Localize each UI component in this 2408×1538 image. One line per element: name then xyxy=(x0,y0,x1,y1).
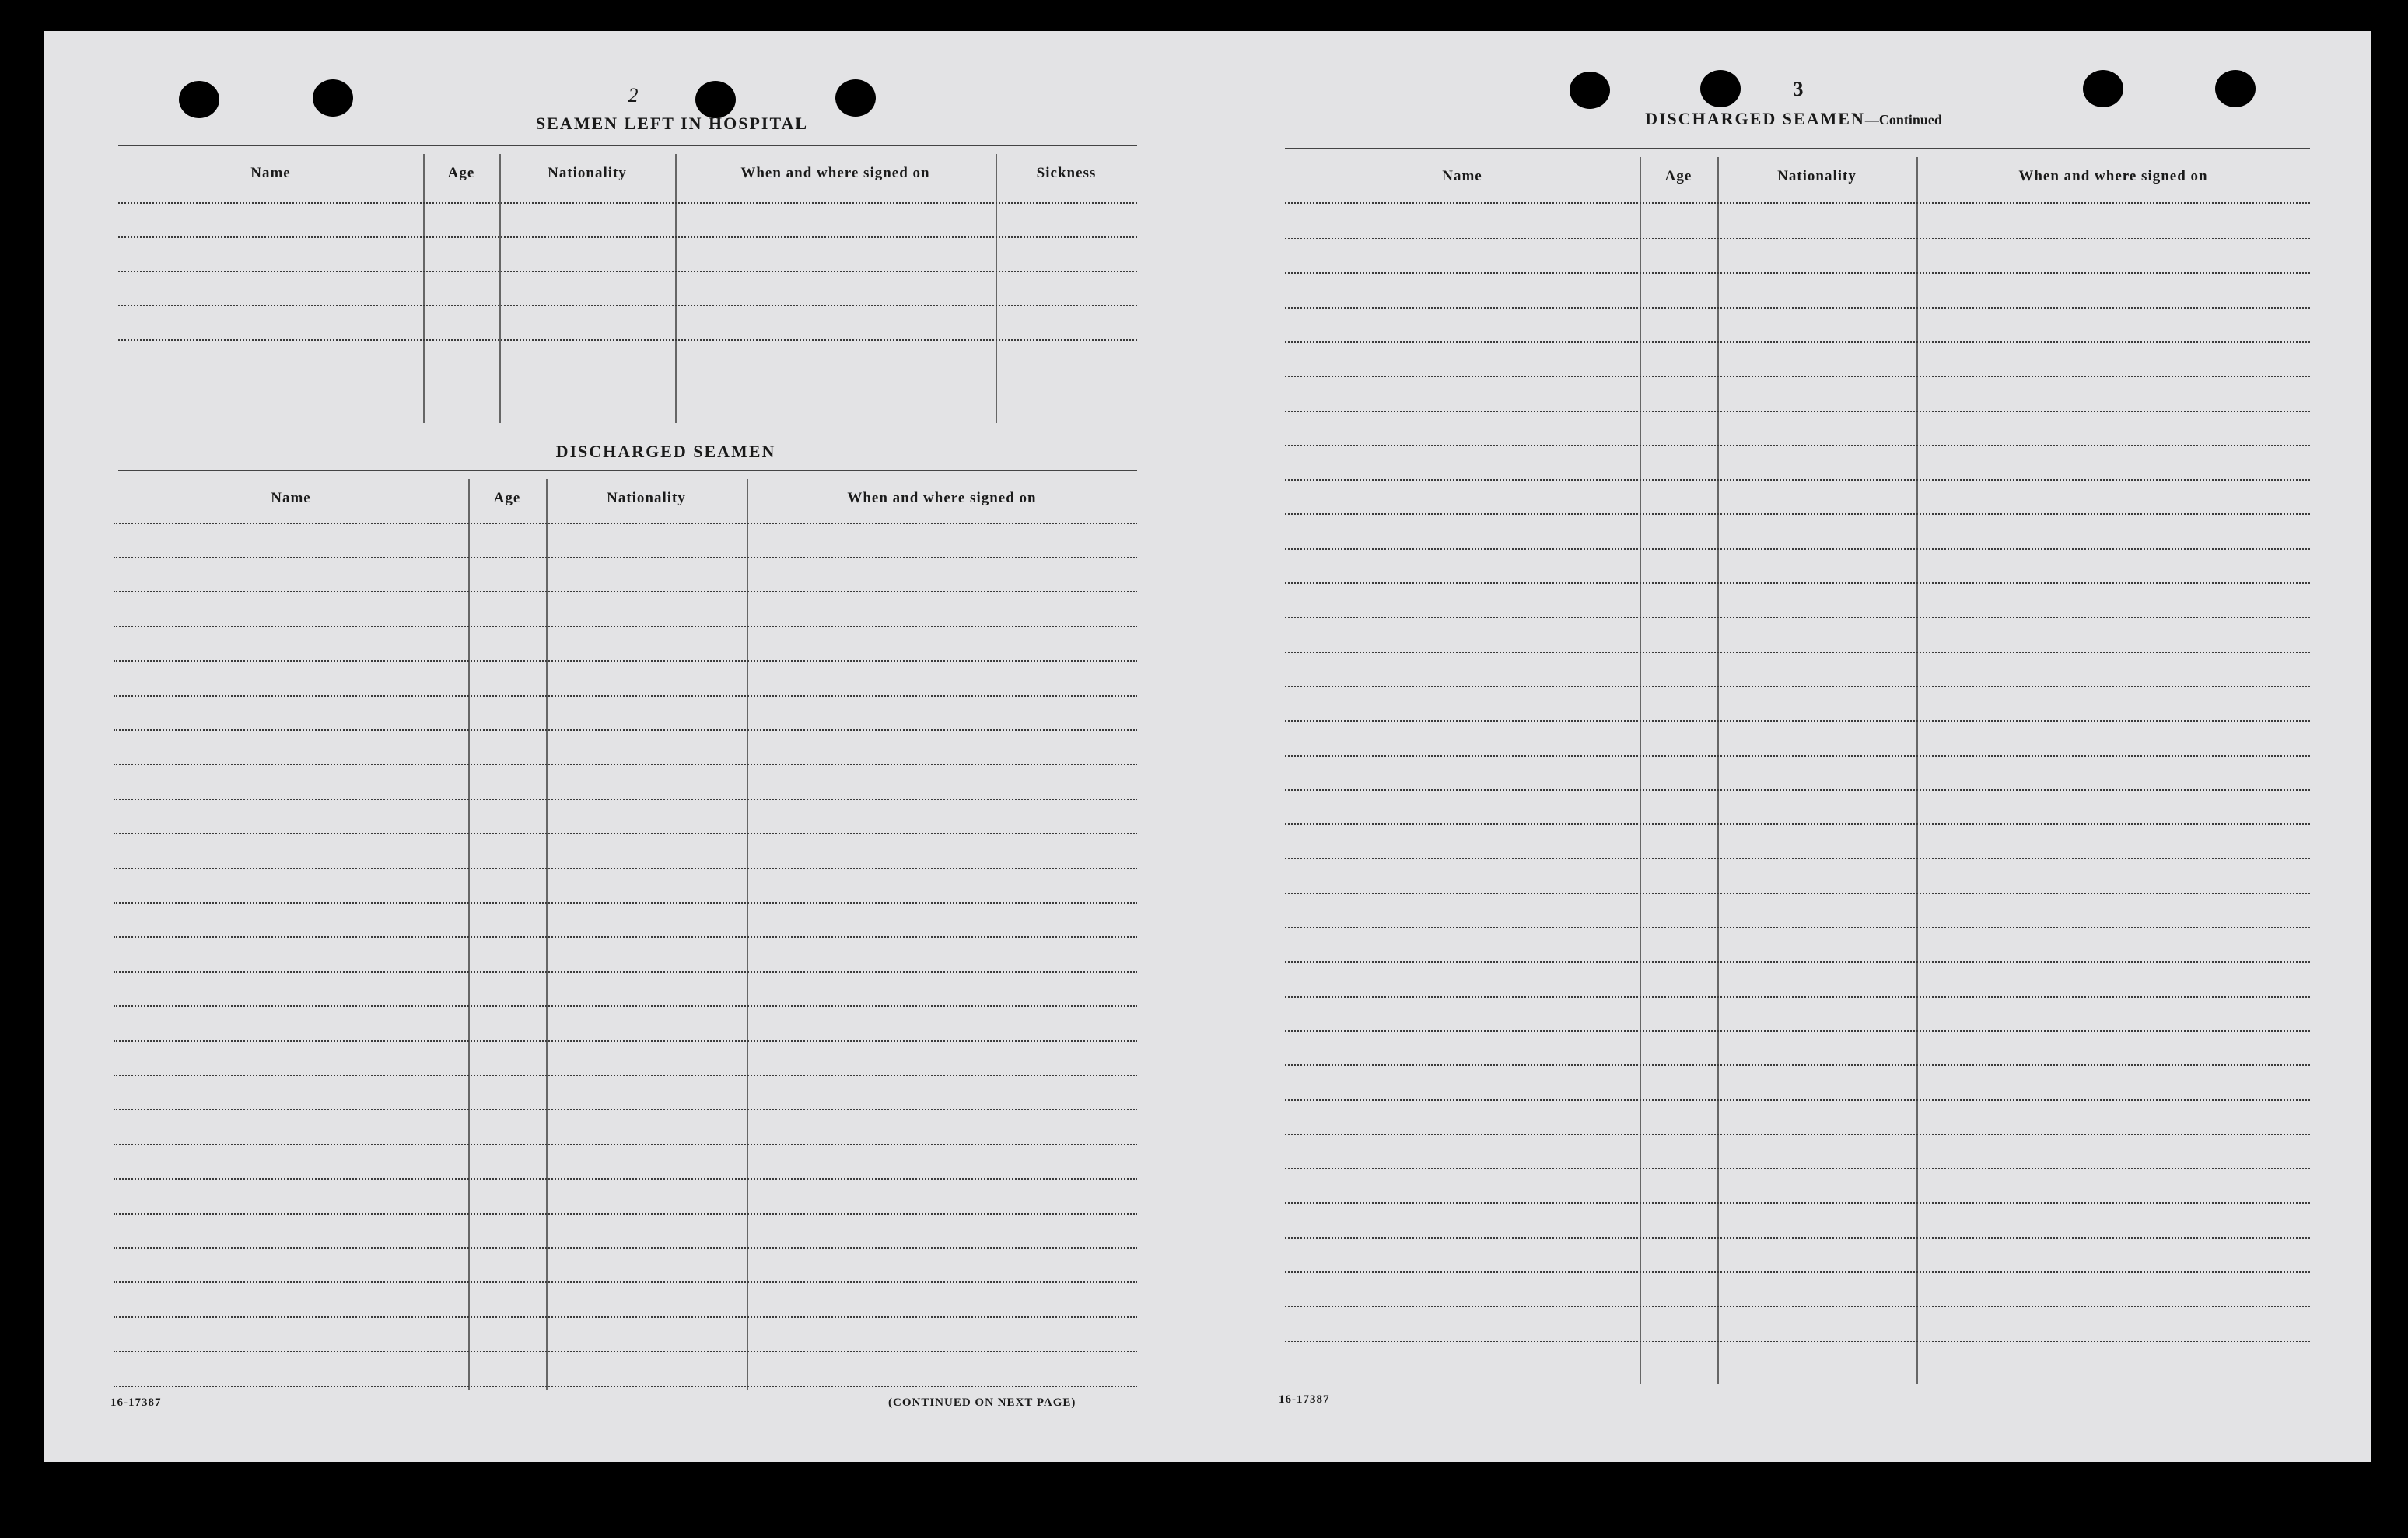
column-header: Nationality xyxy=(548,165,627,181)
table-row[interactable] xyxy=(114,833,1137,834)
form-number-right: 16-17387 xyxy=(1279,1393,1330,1406)
table-row[interactable] xyxy=(114,660,1137,662)
table-row[interactable] xyxy=(114,1144,1137,1145)
punch-hole xyxy=(835,79,876,117)
punch-hole xyxy=(695,81,736,118)
table-row[interactable] xyxy=(1285,1064,2310,1066)
right-section-title-text: DISCHARGED SEAMEN xyxy=(1645,109,1865,128)
column-divider xyxy=(747,479,748,1390)
continued-note: (CONTINUED ON NEXT PAGE) xyxy=(888,1396,1076,1409)
table-row[interactable] xyxy=(1285,755,2310,757)
table-row[interactable] xyxy=(114,1075,1137,1076)
form-number-left: 16-17387 xyxy=(110,1396,162,1409)
table-row[interactable] xyxy=(1285,411,2310,412)
table-row[interactable] xyxy=(1285,272,2310,274)
table-row[interactable] xyxy=(1285,1030,2310,1032)
table-row[interactable] xyxy=(1285,1306,2310,1307)
table-row[interactable] xyxy=(114,695,1137,697)
column-header: Age xyxy=(1664,168,1692,184)
table-row[interactable] xyxy=(1285,341,2310,343)
form-sheet xyxy=(44,31,2371,1462)
table-row[interactable] xyxy=(114,626,1137,627)
table-row[interactable] xyxy=(1285,445,2310,446)
discharged-section-title: DISCHARGED SEAMEN xyxy=(555,442,776,461)
table-row[interactable] xyxy=(114,1386,1137,1387)
right-top-rule xyxy=(1285,148,2310,152)
table-row[interactable] xyxy=(118,236,1137,238)
table-row[interactable] xyxy=(114,1040,1137,1042)
table-row[interactable] xyxy=(1285,617,2310,618)
hospital-top-rule xyxy=(118,145,1137,149)
punch-hole xyxy=(1570,72,1610,109)
table-row[interactable] xyxy=(114,971,1137,973)
table-row[interactable] xyxy=(1285,1099,2310,1101)
header-underline xyxy=(1285,202,2310,204)
table-row[interactable] xyxy=(1285,961,2310,963)
table-row[interactable] xyxy=(114,729,1137,731)
table-row[interactable] xyxy=(1285,686,2310,687)
table-row[interactable] xyxy=(114,799,1137,800)
table-row[interactable] xyxy=(114,868,1137,869)
column-divider xyxy=(423,154,425,423)
table-row[interactable] xyxy=(114,902,1137,904)
table-row[interactable] xyxy=(1285,307,2310,309)
table-row[interactable] xyxy=(114,1005,1137,1007)
page-number-left: 2 xyxy=(628,84,639,107)
column-header: Nationality xyxy=(607,490,686,506)
table-row[interactable] xyxy=(1285,927,2310,928)
header-underline xyxy=(114,523,1137,524)
table-row[interactable] xyxy=(1285,1134,2310,1135)
page-number-right: 3 xyxy=(1793,78,1804,100)
table-row[interactable] xyxy=(1285,582,2310,584)
column-header: When and where signed on xyxy=(847,490,1037,506)
table-row[interactable] xyxy=(1285,1237,2310,1239)
table-row[interactable] xyxy=(114,557,1137,558)
table-row[interactable] xyxy=(1285,238,2310,239)
table-row[interactable] xyxy=(1285,823,2310,825)
table-row[interactable] xyxy=(114,1316,1137,1318)
table-row[interactable] xyxy=(1285,652,2310,653)
table-row[interactable] xyxy=(114,1247,1137,1249)
punch-hole xyxy=(2215,70,2256,107)
table-row[interactable] xyxy=(114,1213,1137,1215)
column-divider xyxy=(546,479,548,1390)
table-row[interactable] xyxy=(1285,893,2310,894)
table-row[interactable] xyxy=(1285,548,2310,550)
table-row[interactable] xyxy=(114,1109,1137,1110)
punch-hole xyxy=(2083,70,2123,107)
table-row[interactable] xyxy=(1285,858,2310,859)
table-row[interactable] xyxy=(1285,513,2310,515)
right-section-title xyxy=(1560,109,2027,129)
table-row[interactable] xyxy=(1285,996,2310,998)
table-row[interactable] xyxy=(114,1281,1137,1283)
table-row[interactable] xyxy=(1285,1202,2310,1204)
column-header: When and where signed on xyxy=(740,165,930,181)
column-divider xyxy=(675,154,677,423)
table-row[interactable] xyxy=(1285,1271,2310,1273)
table-row[interactable] xyxy=(118,305,1137,306)
column-header: Age xyxy=(447,165,475,181)
table-row[interactable] xyxy=(1285,1341,2310,1342)
column-header: Age xyxy=(493,490,521,506)
punch-hole xyxy=(1700,70,1741,107)
column-header: Nationality xyxy=(1777,168,1857,184)
table-row[interactable] xyxy=(118,271,1137,272)
table-row[interactable] xyxy=(114,591,1137,592)
table-row[interactable] xyxy=(118,339,1137,341)
table-row[interactable] xyxy=(114,936,1137,938)
header-underline xyxy=(118,202,1137,204)
column-header: Sickness xyxy=(1036,165,1097,181)
table-row[interactable] xyxy=(1285,720,2310,722)
discharged-top-rule xyxy=(118,470,1137,474)
right-section-title-suffix: —Continued xyxy=(1864,112,1942,128)
table-row[interactable] xyxy=(1285,1168,2310,1169)
punch-hole xyxy=(313,79,353,117)
column-divider xyxy=(499,154,501,423)
table-row[interactable] xyxy=(114,1351,1137,1352)
punch-hole xyxy=(179,81,219,118)
column-header: When and where signed on xyxy=(2018,168,2208,184)
table-row[interactable] xyxy=(114,764,1137,765)
column-divider xyxy=(996,154,997,423)
column-header: Name xyxy=(1442,168,1482,184)
table-row[interactable] xyxy=(114,1178,1137,1180)
column-header: Name xyxy=(250,165,291,181)
hospital-section-title: SEAMEN LEFT IN HOSPITAL xyxy=(535,114,809,133)
table-row[interactable] xyxy=(1285,479,2310,481)
column-divider xyxy=(468,479,470,1390)
table-row[interactable] xyxy=(1285,789,2310,791)
table-row[interactable] xyxy=(1285,376,2310,377)
column-header: Name xyxy=(271,490,311,506)
